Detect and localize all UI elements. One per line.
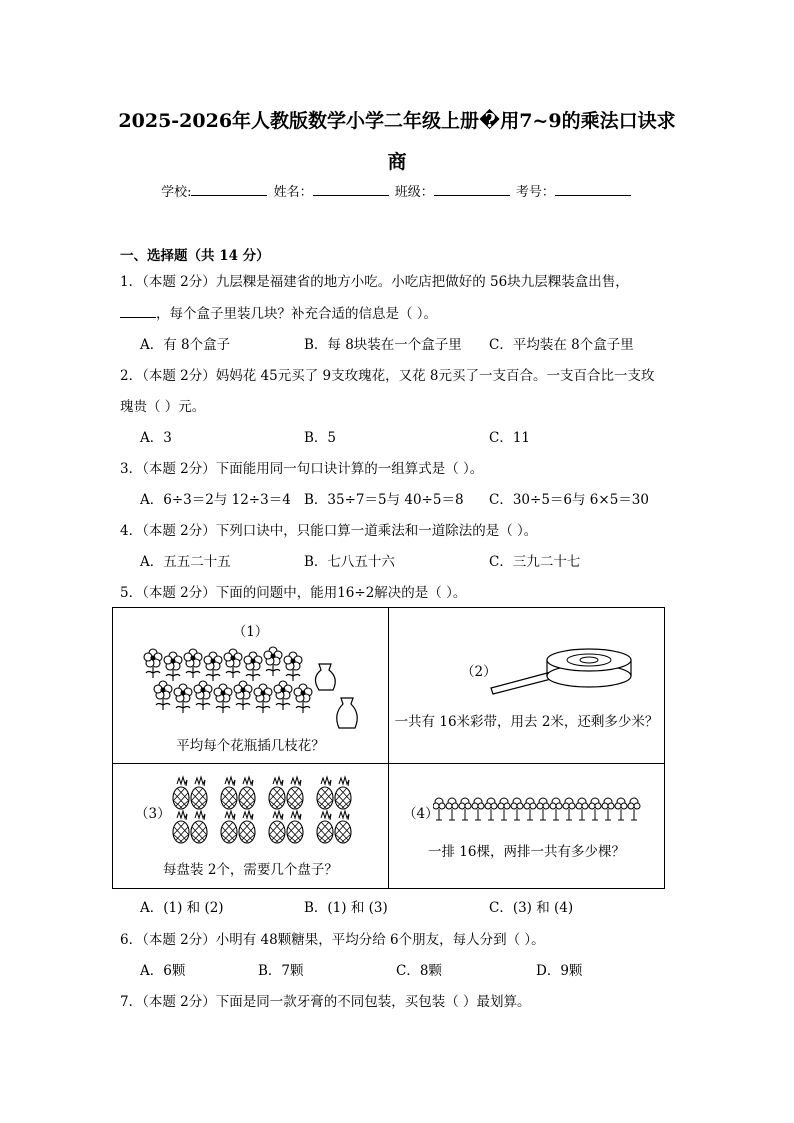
flower-icon xyxy=(274,681,292,710)
pineapple-icon xyxy=(221,777,237,809)
tree-icon xyxy=(498,798,510,820)
number-blank[interactable] xyxy=(555,183,631,196)
tree-icon xyxy=(576,798,588,820)
tree-icon xyxy=(589,798,601,820)
q1-text-line1: 1．（本题 2分）九层粿是福建省的地方小吃。小吃店把做好的 56块九层粿装盒出售， xyxy=(120,274,629,290)
flower-icon xyxy=(144,649,162,678)
flower-icon xyxy=(164,652,182,681)
flower-icon xyxy=(224,649,242,678)
tree-icon xyxy=(563,798,575,820)
q5-cell-2-label: （2） xyxy=(461,664,497,680)
q6-text: 6．（本题 2分）小明有 48颗糖果，平均分给 6个朋友，每人分到（ ）。 xyxy=(120,932,545,948)
q5-option-a[interactable]: A．(1) 和 (2) xyxy=(140,900,224,916)
flower-icon xyxy=(254,684,272,713)
flower-icon xyxy=(194,681,212,710)
q1-option-a[interactable]: A．有 8个盒子 xyxy=(140,337,231,353)
q3-option-a[interactable]: A．6÷3＝2与 12÷3＝4 xyxy=(140,492,291,508)
class-label: 班级： xyxy=(394,185,434,200)
flower-icon xyxy=(174,684,192,713)
flower-icon xyxy=(244,652,262,681)
q6-option-d[interactable]: D．9颗 xyxy=(536,963,583,979)
q5-cell-4-label: （4） xyxy=(403,806,439,822)
name-label: 姓名： xyxy=(273,185,313,200)
q1-option-c[interactable]: C．平均装在 8个盒子里 xyxy=(489,337,634,353)
page-title-line2: 商 xyxy=(387,151,407,173)
flower-icon xyxy=(154,681,172,710)
pineapple-icon xyxy=(191,777,207,809)
tree-icon xyxy=(537,798,549,820)
q5-cell-3 xyxy=(113,764,389,889)
q4-text: 4．（本题 2分）下列口诀中，只能口算一道乘法和一道除法的是（ ）。 xyxy=(120,523,538,539)
q6-option-c[interactable]: C．8颗 xyxy=(396,963,442,979)
pineapple-icon xyxy=(269,811,285,843)
page-title-line1: 2025-2026年人教版数学小学二年级上册�用7~9的乘法口诀求 xyxy=(118,110,676,132)
q7-text: 7．（本题 2分）下面是同一款牙膏的不同包装，买包装（ ）最划算。 xyxy=(120,994,531,1010)
q1-text-line2: ，每个盒子里装几块？补充合适的信息是（ ）。 xyxy=(120,302,437,322)
flower-icon xyxy=(294,684,312,713)
flowers-and-vases-illustration xyxy=(133,644,383,734)
q4-option-b[interactable]: B．七八五十六 xyxy=(304,554,395,570)
q4-option-a[interactable]: A．五五二十五 xyxy=(140,554,231,570)
q5-cell-4-caption: 一排 16棵，两排一共有多少棵？ xyxy=(428,844,625,860)
student-info xyxy=(0,181,794,200)
q4-option-c[interactable]: C．三九二十七 xyxy=(489,554,581,570)
vase-icon xyxy=(337,698,358,728)
tree-icon xyxy=(602,798,614,820)
school-blank[interactable] xyxy=(191,183,267,196)
q2-option-a[interactable]: A．3 xyxy=(140,430,172,446)
q5-cell-2 xyxy=(389,608,665,764)
q3-option-c[interactable]: C．30÷5＝6与 6×5＝30 xyxy=(489,492,649,508)
pineapple-icon xyxy=(239,811,255,843)
vase-icon xyxy=(315,664,335,690)
q5-cell-3-caption: 每盘装 2个，需要几个盘子？ xyxy=(163,862,338,878)
pineapple-icon xyxy=(239,777,255,809)
q5-cell-1-caption: 平均每个花瓶插几枝花？ xyxy=(176,738,325,754)
q5-picture-grid xyxy=(112,607,665,889)
tree-icon xyxy=(446,798,458,820)
tree-icon xyxy=(433,798,445,820)
pineapple-icon xyxy=(317,811,333,843)
q3-text: 3．（本题 2分）下面能用同一句口诀计算的一组算式是（ ）。 xyxy=(120,461,484,477)
q2-text-line2: 瑰贵（ ）元。 xyxy=(120,399,206,415)
pineapple-icon xyxy=(335,811,351,843)
pineapple-icon xyxy=(317,777,333,809)
flower-icon xyxy=(234,681,252,710)
flower-icon xyxy=(204,652,222,681)
pineapple-icon xyxy=(173,777,189,809)
q6-option-a[interactable]: A．6颗 xyxy=(140,963,186,979)
tree-icon xyxy=(524,798,536,820)
tree-icon xyxy=(485,798,497,820)
ribbon-roll-icon xyxy=(489,636,649,696)
q5-cell-1-label: （1） xyxy=(232,624,269,640)
trees-row-illustration xyxy=(433,794,653,828)
q5-cell-3-label: （3） xyxy=(135,806,171,822)
flower-icon xyxy=(214,684,232,713)
pineapples-illustration xyxy=(167,774,367,850)
section-heading: 一、选择题（共 14 分） xyxy=(120,248,270,264)
tree-icon xyxy=(511,798,523,820)
tree-icon xyxy=(615,798,627,820)
q5-cell-2-caption: 一共有 16米彩带，用去 2米，还剩多少米？ xyxy=(394,714,659,730)
class-blank[interactable] xyxy=(434,183,510,196)
pineapple-icon xyxy=(287,777,303,809)
pineapple-icon xyxy=(191,811,207,843)
q2-option-c[interactable]: C．11 xyxy=(489,430,531,446)
q5-option-b[interactable]: B．(1) 和 (3) xyxy=(304,900,388,916)
tree-icon xyxy=(550,798,562,820)
q5-text: 5．（本题 2分）下面的问题中，能用16÷2解决的是（ ）。 xyxy=(120,585,467,601)
q5-cell-1 xyxy=(113,608,389,764)
pineapple-icon xyxy=(269,777,285,809)
number-label: 考号： xyxy=(515,185,555,200)
tree-icon xyxy=(459,798,471,820)
q5-option-c[interactable]: C．(3) 和 (4) xyxy=(489,900,574,916)
school-label: 学校: xyxy=(161,185,192,200)
q1-option-b[interactable]: B．每 8块装在一个盒子里 xyxy=(304,337,462,353)
pineapple-icon xyxy=(221,811,237,843)
pineapple-icon xyxy=(287,811,303,843)
q2-text-line1: 2．（本题 2分）妈妈花 45元买了 9支玫瑰花，又花 8元买了一支百合。一支百合比一支玫 xyxy=(120,368,655,384)
flower-icon xyxy=(184,649,202,678)
tree-icon xyxy=(628,798,640,820)
q1-blank[interactable] xyxy=(120,305,156,318)
q3-option-b[interactable]: B．35÷7＝5与 40÷5＝8 xyxy=(304,492,464,508)
pineapple-icon xyxy=(335,777,351,809)
q6-option-b[interactable]: B．7颗 xyxy=(258,963,304,979)
flower-icon xyxy=(264,647,282,676)
q5-cell-4 xyxy=(389,764,665,889)
name-blank[interactable] xyxy=(313,183,389,196)
q2-option-b[interactable]: B．5 xyxy=(304,430,337,446)
flower-icon xyxy=(284,652,302,681)
tree-icon xyxy=(472,798,484,820)
pineapple-icon xyxy=(173,811,189,843)
